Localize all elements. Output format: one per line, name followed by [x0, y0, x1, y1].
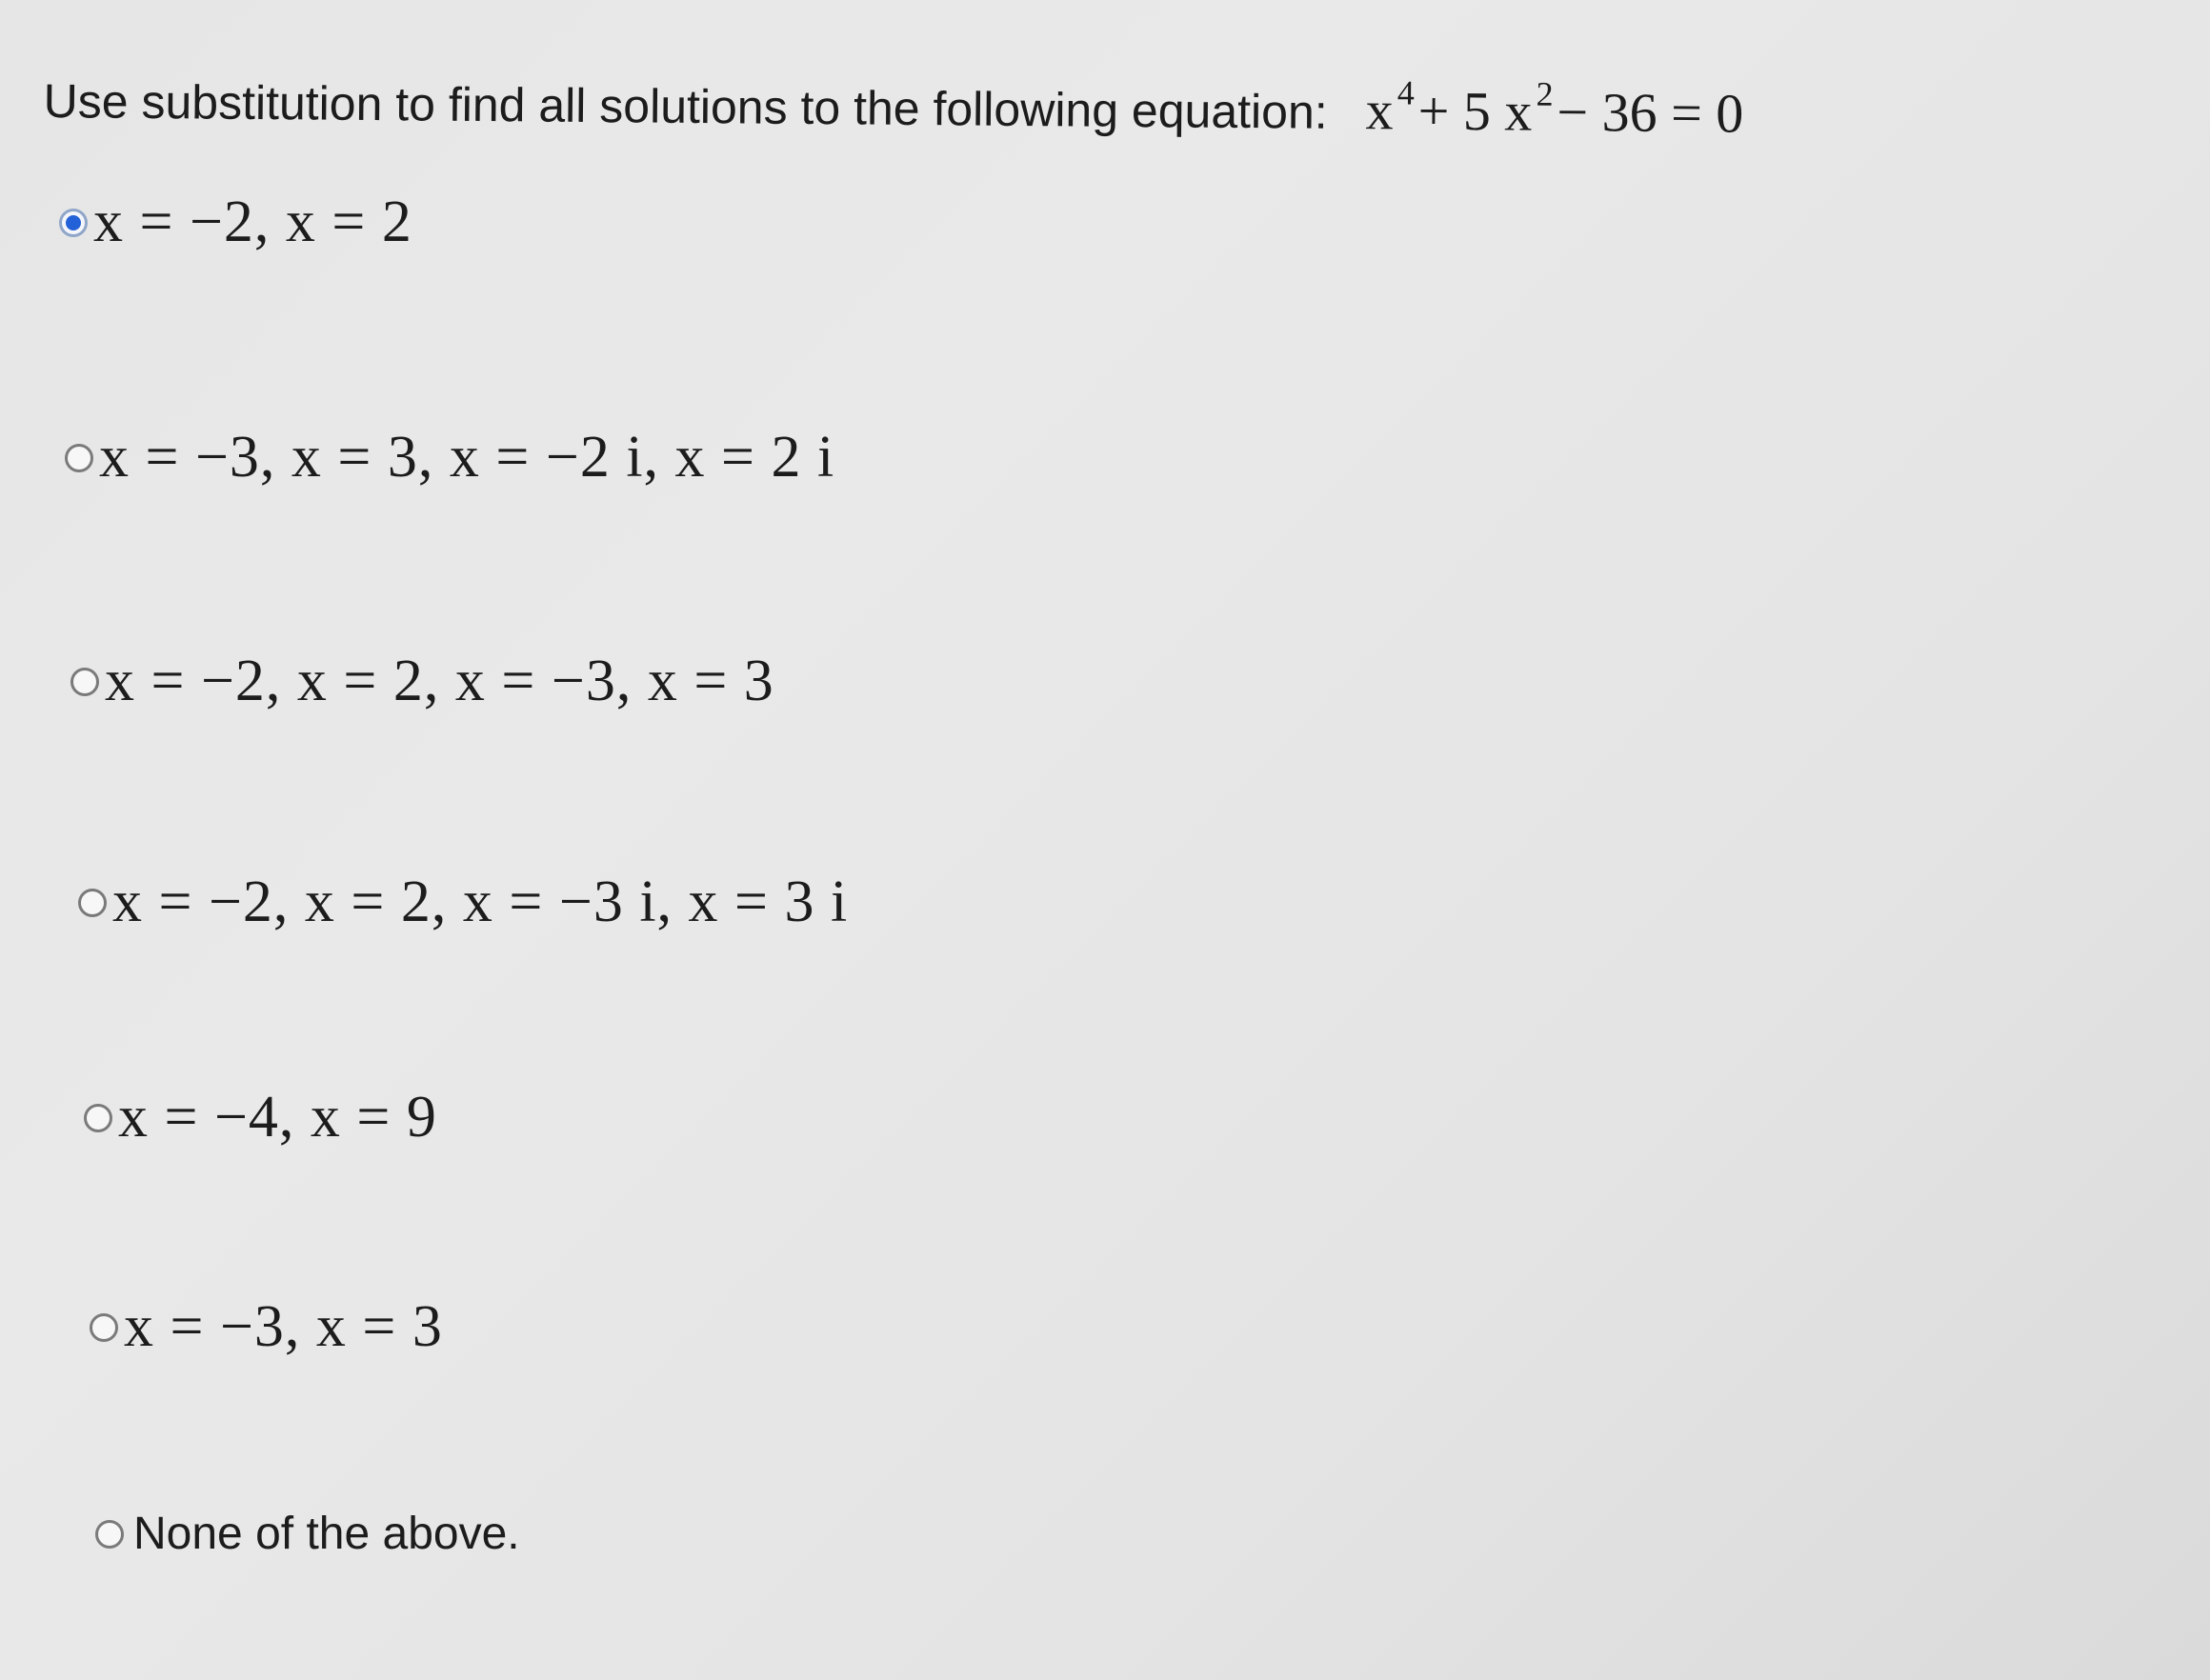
answer-option-2[interactable]	[65, 424, 834, 491]
radio-button[interactable]	[78, 889, 107, 917]
answer-option-1[interactable]	[59, 189, 412, 256]
answer-option-label: x = −3, x = 3	[124, 1294, 443, 1359]
radio-button[interactable]	[95, 1520, 124, 1549]
radio-button[interactable]	[70, 668, 99, 696]
equation-tail: − 36 = 0	[1557, 80, 1744, 145]
radio-button[interactable]	[84, 1104, 112, 1132]
answer-option-6[interactable]	[90, 1293, 443, 1361]
radio-button-selected[interactable]	[59, 209, 88, 237]
radio-button[interactable]	[90, 1313, 118, 1342]
equation-middle: + 5 x	[1417, 79, 1533, 143]
answer-option-5[interactable]	[84, 1084, 437, 1151]
equation-exponent-4: 4	[1396, 73, 1416, 112]
answer-option-label: x = −2, x = 2, x = −3 i, x = 3 i	[112, 870, 849, 934]
answer-option-label: x = −2, x = 2	[93, 190, 412, 254]
equation-exponent-2: 2	[1536, 74, 1554, 113]
answer-option-7[interactable]	[95, 1508, 520, 1560]
answer-option-4[interactable]	[78, 869, 848, 936]
equation-base: x	[1365, 79, 1394, 142]
answer-option-label: x = −4, x = 9	[118, 1085, 437, 1150]
radio-button[interactable]	[65, 444, 93, 472]
question-equation	[1365, 73, 1744, 145]
answer-option-label: x = −3, x = 3, x = −2 i, x = 2 i	[99, 425, 835, 490]
question-prompt: Use substitution to find all solutions to the following equation:	[43, 73, 1328, 139]
answer-option-label: None of the above.	[133, 1509, 520, 1559]
answer-option-3[interactable]	[70, 648, 774, 715]
answer-option-label: x = −2, x = 2, x = −3, x = 3	[105, 649, 774, 713]
question-stem	[43, 67, 1743, 177]
